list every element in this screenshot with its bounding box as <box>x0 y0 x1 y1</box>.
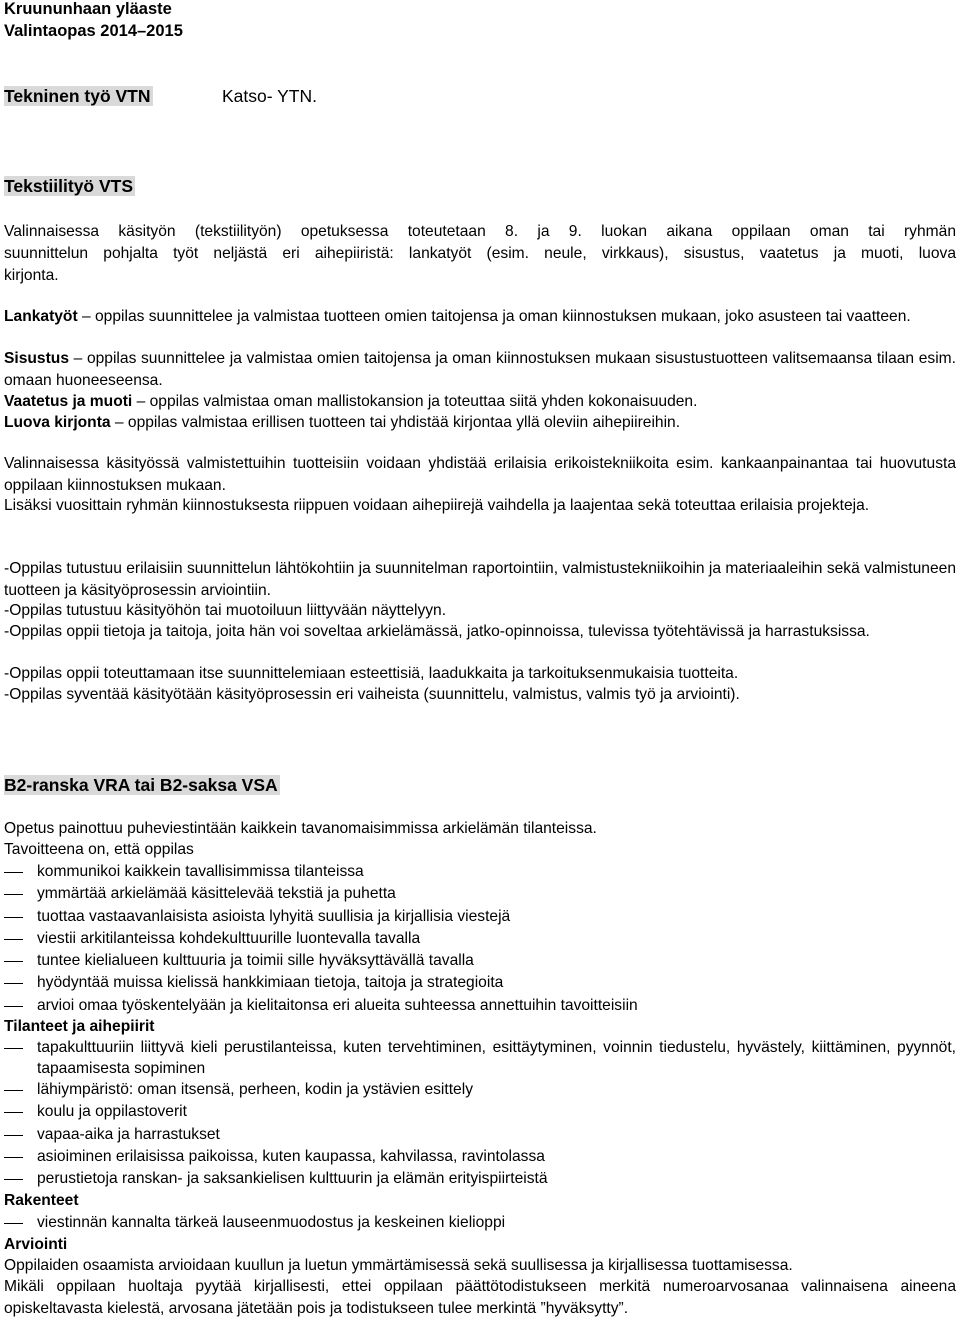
list-item: arvioi omaa työskentelyään ja kielitaitonsa eri alueita suhteessa annettuihin tavoitteisiin <box>4 995 956 1017</box>
list-item: tapakulttuuriin liittyvä kieli perustilanteissa, kuten tervehtiminen, esittäytyminen, voinnin tiedustelu, hyvästely, kiittäminen, pyynnöt, tapaamisesta sopiminen <box>4 1037 956 1079</box>
area-term: Vaatetus ja muoti <box>4 393 133 410</box>
school-name: Kruununhaan yläaste <box>4 0 172 18</box>
tekstiili-intro-line1: Valinnaisessa käsityön (tekstiilityön) opetuksessa toteutetaan 8. ja 9. luokan aikana oppilaan oman tai ryhmän <box>4 223 956 240</box>
list-item: viestinnän kannalta tärkeä lauseenmuodostus ja keskeinen kielioppi <box>4 1212 956 1234</box>
tekninen-row <box>4 86 956 109</box>
tekninen-note: Katso- YTN. <box>222 86 317 106</box>
structures-heading: Rakenteet <box>4 1192 79 1209</box>
area-sisustus <box>4 348 956 391</box>
tekstiili-goal: -Oppilas syventää käsityötään käsityöprosessin eri vaiheista (suunnittelu, valmistus, valmis työ ja arviointi). <box>4 686 740 703</box>
list-item: vapaa-aika ja harrastukset <box>4 1124 956 1146</box>
tekstiili-para1: Valinnaisessa käsityössä valmistettuihin tuotteisiin voidaan yhdistää erilaisia erikoistekniikoita esim. kankaanpainantaa tai huovutusta oppilaan kiinnostuksen mukaan. <box>4 455 956 494</box>
area-text: – oppilas suunnittelee ja valmistaa tuotteen omien taitojensa ja oman kiinnostuksen mukaan, joko asusteen tai vaatteen. <box>77 308 911 325</box>
area-term: Lankatyöt <box>4 308 78 325</box>
list-item: tuottaa vastaavanlaisista asioista lyhyitä suullisia ja kirjallisia viestejä <box>4 906 956 928</box>
list-item: perustietoja ranskan- ja saksankielisen kulttuurin ja elämän erityispiirteistä <box>4 1168 956 1190</box>
assessment-line2: Mikäli oppilaan huoltaja pyytää kirjallisesti, ettei oppilaan päättötodistukseen merkitä numeroarvosanaa valinnaisena aineena opiskeltavasta kielestä, arvosana jätetään pois ja todistukseen tulee merkintä ”hyväksytty”. <box>4 1278 956 1317</box>
list-item: kommunikoi kaikkein tavallisimmissa tilanteissa <box>4 861 956 883</box>
area-vaatetus <box>4 391 956 413</box>
b2-topic-list <box>4 1037 956 1190</box>
b2-intro: Opetus painottuu puheviestintään kaikkein tavanomaisimmissa arkielämän tilanteissa. <box>4 820 597 837</box>
tekstiili-title-row <box>4 176 956 199</box>
b2-goal-list <box>4 861 956 1017</box>
area-term: Sisustus <box>4 350 69 367</box>
b2-goal-intro: Tavoitteena on, että oppilas <box>4 841 194 858</box>
list-item: hyödyntää muissa kielissä hankkimiaan tietoja, taitoja ja strategioita <box>4 972 956 994</box>
list-item: tuntee kielialueen kulttuuria ja toimii sille hyväksyttävällä tavalla <box>4 950 956 972</box>
topics-heading: Tilanteet ja aihepiirit <box>4 1018 155 1035</box>
b2-title: B2-ranska VRA tai B2-saksa VSA <box>4 775 278 795</box>
b2-title-row <box>4 775 956 798</box>
list-item: lähiympäristö: oman itsensä, perheen, kodin ja ystävien esittely <box>4 1079 956 1101</box>
list-item: viestii arkitilanteissa kohdekulttuurille luontevalla tavalla <box>4 928 956 950</box>
area-text: – oppilas valmistaa erillisen tuotteen tai yhdistää kirjontaa yllä oleviin aihepiireihin. <box>110 414 681 431</box>
area-term: Luova kirjonta <box>4 414 111 431</box>
assessment-line1: Oppilaiden osaamista arvioidaan kuullun ja luetun ymmärtämisessä sekä suullisessa ja kirjallisessa tuottamisessa. <box>4 1257 793 1274</box>
tekninen-title: Tekninen työ VTN <box>4 86 151 106</box>
list-item: ymmärtää arkielämää käsittelevää tekstiä ja puhetta <box>4 883 956 905</box>
tekstiili-goal: -Oppilas oppii toteuttamaan itse suunnittelemiaan esteettisiä, laadukkaita ja tarkoituksenmukaisia tuotteita. <box>4 665 739 682</box>
b2-structure-list <box>4 1212 956 1234</box>
tekstiili-para2: Lisäksi vuosittain ryhmän kiinnostuksesta riippuen voidaan aihepiirejä vaihdella ja laajentaa sekä toteuttaa erilaisia projekteja. <box>4 497 870 514</box>
list-item: koulu ja oppilastoverit <box>4 1101 956 1123</box>
tekstiili-goal: -Oppilas tutustuu erilaisiin suunnittelun lähtökohtiin ja suunnitelman raportointiin, valmistustekniikoihin ja materiaaleihin sekä valmistuneen tuotteen ja käsityöprosessin arviointiin. <box>4 560 956 599</box>
guide-title: Valintaopas 2014–2015 <box>4 22 183 40</box>
area-text: – oppilas suunnittelee ja valmistaa omien taitojensa ja oman kiinnostuksen mukaan sisustustuotteen valitsemaansa tilaan esim. omaan huoneeseensa. <box>4 350 956 389</box>
area-lankatyot <box>4 306 956 328</box>
list-item: asioiminen erilaisissa paikoissa, kuten kaupassa, kahvilassa, ravintolassa <box>4 1146 956 1168</box>
tekstiili-goal: -Oppilas tutustuu käsityöhön tai muotoiluun liittyvään näyttelyyn. <box>4 602 447 619</box>
tekstiili-goal: -Oppilas oppii tietoja ja taitoja, joita hän voi soveltaa arkielämässä, jatko-opinnoissa, tulevissa työtehtävissä ja harrastuksissa. <box>4 623 870 640</box>
assessment-heading: Arviointi <box>4 1236 68 1253</box>
tekstiili-intro-line3: kirjonta. <box>4 267 59 284</box>
tekstiili-title: Tekstiilityö VTS <box>4 176 134 196</box>
area-luova-kirjonta <box>4 412 956 434</box>
area-text: – oppilas valmistaa oman mallistokansion ja toteuttaa siitä yhden kokonaisuuden. <box>132 393 698 410</box>
tekstiili-intro-line2: suunnittelun pohjalta työt neljästä eri aihepiiristä: lankatyöt (esim. neule, virkkaus), sisustus, vaatetus ja muoti, luova <box>4 245 956 262</box>
